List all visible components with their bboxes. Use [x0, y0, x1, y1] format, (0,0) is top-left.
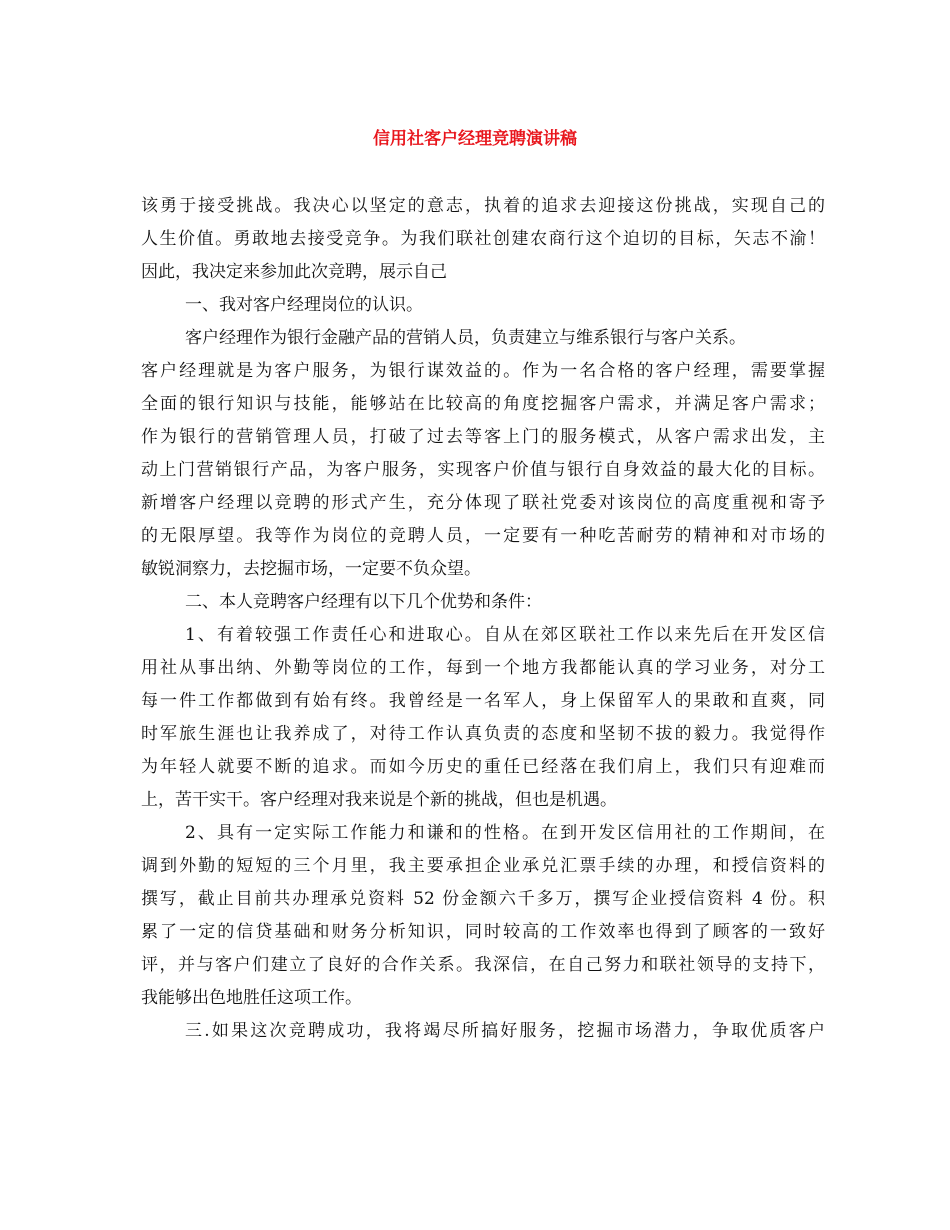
- text-line: 用社从事出纳、外勤等岗位的工作，每到一个地方我都能认真的学习业务，对分工: [141, 658, 825, 678]
- text-line: 敏锐洞察力，去挖掘市场，一定要不负众望。: [141, 559, 481, 579]
- text-line: 人生价值。勇敢地去接受竞争。为我们联社创建农商行这个迫切的目标，矢志不渝！: [141, 229, 825, 249]
- text-line: 作为银行的营销管理人员，打破了过去等客上门的服务模式，从客户需求出发，主: [141, 427, 825, 447]
- text-line: 三.如果这次竞聘成功，我将竭尽所搞好服务，挖掘市场潜力，争取优质客户: [185, 1021, 825, 1041]
- text-line: 调到外勤的短短的三个月里，我主要承担企业承兑汇票手续的办理，和授信资料的: [141, 856, 825, 876]
- text-line: 的无限厚望。我等作为岗位的竞聘人员，一定要有一种吃苦耐劳的精神和对市场的: [141, 526, 825, 546]
- text-line: 评，并与客户们建立了良好的合作关系。我深信，在自己努力和联社领导的支持下，: [141, 955, 825, 975]
- text-line: 因此，我决定来参加此次竞聘，展示自己: [141, 262, 447, 282]
- text-line: 该勇于接受挑战。我决心以坚定的意志，执着的追求去迎接这份挑战，实现自己的: [141, 196, 825, 216]
- text-line: 时军旅生涯也让我养成了，对待工作认真负责的态度和坚韧不拔的毅力。我觉得作: [141, 724, 825, 744]
- text-line: 动上门营销银行产品，为客户服务，实现客户价值与银行自身效益的最大化的目标。: [141, 460, 825, 480]
- text-line: 累了一定的信贷基础和财务分析知识，同时较高的工作效率也得到了顾客的一致好: [141, 922, 825, 942]
- text-line: 一、我对客户经理岗位的认识。: [185, 295, 423, 315]
- text-line: 客户经理作为银行金融产品的营销人员，负责建立与维系银行与客户关系。: [185, 328, 746, 348]
- text-line: 二、本人竞聘客户经理有以下几个优势和条件：: [185, 592, 542, 612]
- text-line: 客户经理就是为客户服务，为银行谋效益的。作为一名合格的客户经理，需要掌握: [141, 361, 825, 381]
- text-line: 撰写，截止目前共办理承兑资料 52 份金额六千多万，撰写企业授信资料 4 份。积: [141, 889, 825, 909]
- text-line: 全面的银行知识与技能，能够站在比较高的角度挖掘客户需求，并满足客户需求；: [141, 394, 825, 414]
- text-line: 每一件工作都做到有始有终。我曾经是一名军人，身上保留军人的果敢和直爽，同: [141, 691, 825, 711]
- text-line: 新增客户经理以竞聘的形式产生，充分体现了联社党委对该岗位的高度重视和寄予: [141, 493, 825, 513]
- document-title: 信用社客户经理竞聘演讲稿: [373, 129, 577, 149]
- text-line: 2、具有一定实际工作能力和谦和的性格。在到开发区信用社的工作期间，在: [185, 823, 825, 843]
- text-line: 我能够出色地胜任这项工作。: [141, 988, 362, 1008]
- text-line: 上，苦干实干。客户经理对我来说是个新的挑战，但也是机遇。: [141, 790, 617, 810]
- document-body: [141, 190, 825, 1048]
- text-line: 为年轻人就要不断的追求。而如今历史的重任已经落在我们肩上，我们只有迎难而: [141, 757, 825, 777]
- text-line: 1、有着较强工作责任心和进取心。自从在郊区联社工作以来先后在开发区信: [185, 625, 825, 645]
